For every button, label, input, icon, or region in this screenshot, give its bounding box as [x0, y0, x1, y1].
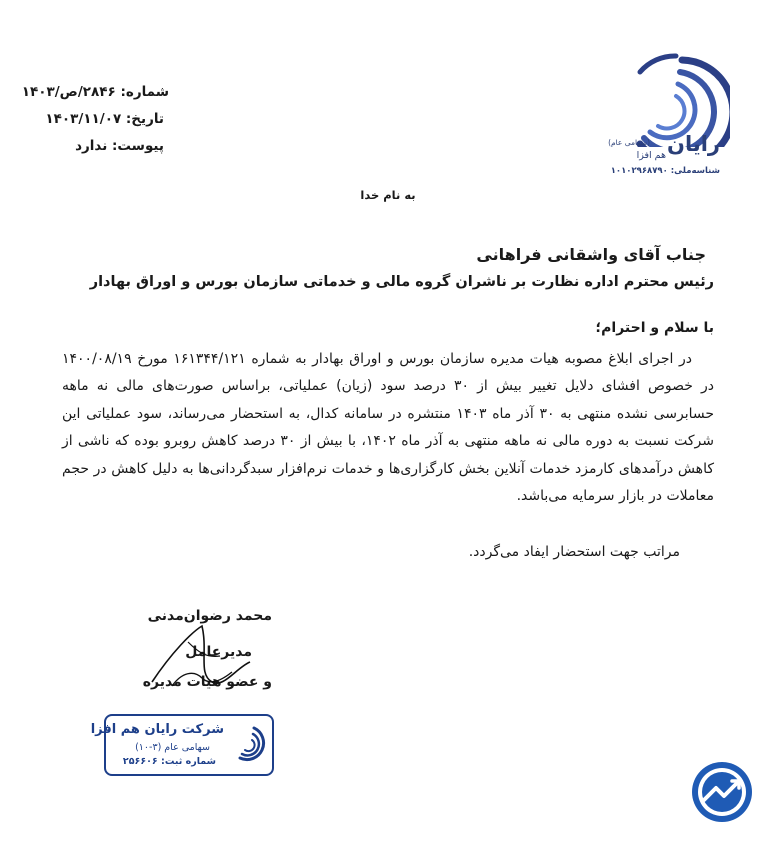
stamp-logo-icon [226, 724, 266, 764]
salutation: با سلام و احترام؛ [595, 320, 714, 336]
letter-attachment: پیوست: ندارد [75, 138, 164, 154]
closing-line: مراتب جهت استحضار ایفاد می‌گردد. [468, 544, 680, 560]
handwritten-signature [132, 612, 272, 702]
stamp-type: سهامی عام (۳-۱۰) [135, 742, 210, 753]
stamp-registration: شماره ثبت: ۲۵۶۶۰۶ [122, 756, 216, 767]
company-stamp [90, 714, 274, 776]
signatory-name: محمد رضوان‌مدنی [147, 608, 272, 624]
logo-national-id: شناسه‌ملی: ۱۰۱۰۲۹۶۸۷۹۰ [610, 166, 720, 176]
signatory-role: مدیرعامل [185, 644, 252, 660]
logo-subname: هم افزا [636, 150, 666, 161]
invocation: به نام خدا [360, 188, 416, 202]
body-paragraph: در اجرای ابلاغ مصوبه هیات مدیره سازمان بورس و اوراق بهادار به شماره ۱۶۱۳۴۴/۱۲۱ مورخ ۱۴۰۰/۰۸/۱۹ در خصوص افشای دلایل تغییر بیش از ۳۰ درصد سود (زیان) عملیاتی، براساس صورت‌های مالی نه ماهه حسابرسی نشده منتهی به ۳۰ آذر ماه ۱۴۰۳ منتشره در سامانه کدال، به استحضار می‌رساند، سود عملیاتی این شرکت نسبت به دوره مالی نه ماهه منتهی به آذر ماه ۱۴۰۲، با بیش از ۳۰ درصد کاهش روبرو بوده که ناشی از کاهش درآمدهای کارمزد خدمات آنلاین بخش کارگزاری‌ها و خدمات نرم‌افزار سبدگردانی‌ها به دلیل کاهش در حجم معاملات در بازار سرمایه می‌باشد. [62, 351, 714, 505]
letter-date: تاریخ: ۱۴۰۳/۱۱/۰۷ [45, 111, 164, 127]
letter-body [62, 346, 714, 510]
company-logo [580, 52, 730, 182]
trend-badge-icon [690, 760, 754, 824]
letter-number: شماره: ۲۸۴۶/ص/۱۴۰۳ [21, 84, 169, 100]
logo-name: رایان [667, 132, 720, 156]
stamp-company: شرکت رایان هم افزا [90, 722, 224, 737]
addressee-title: رئیس محترم اداره نظارت بر ناشران گروه مالی و خدماتی سازمان بورس و اوراق بهادار [89, 274, 714, 290]
signatory-role-board: و عضو هیات مدیره [142, 674, 272, 690]
logo-type: (سهامی عام) [608, 138, 650, 147]
addressee-name: جناب آقای واشقانی فراهانی [476, 245, 706, 264]
